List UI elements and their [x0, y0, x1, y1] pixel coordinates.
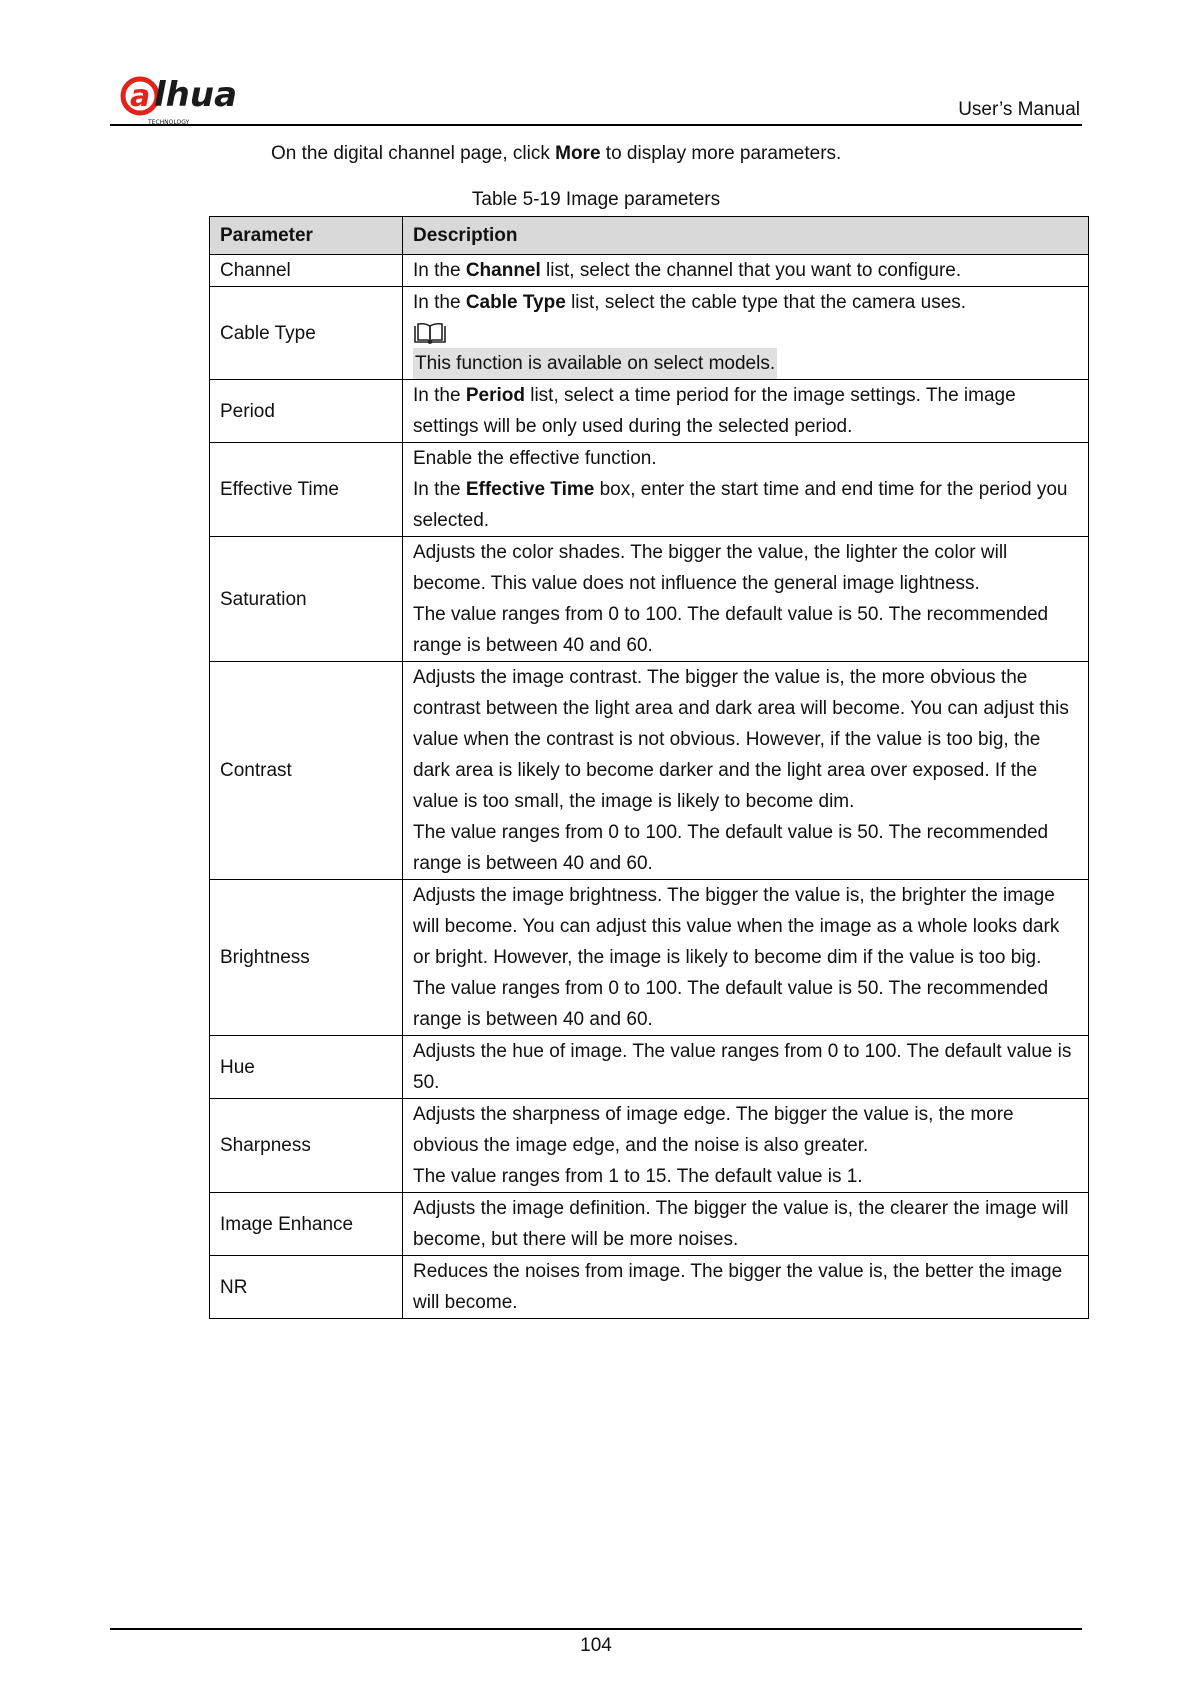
parameter-name: Brightness — [210, 880, 403, 1036]
table-header-row — [210, 217, 1089, 255]
parameter-description: Reduces the noises from image. The bigger the value is, the better the image will become. — [403, 1256, 1089, 1319]
page-number: 104 — [580, 1635, 612, 1656]
footer-divider — [110, 1628, 1082, 1630]
parameter-description: Adjusts the image definition. The bigger the value is, the clearer the image will become, but there will be more noises. — [403, 1193, 1089, 1256]
dahua-logo — [118, 70, 258, 130]
parameter-description: In the Period list, select a time period for the image settings. The image settings will be only used during the selected period. — [403, 380, 1089, 443]
parameter-name: Sharpness — [210, 1099, 403, 1193]
parameter-name: Period — [210, 380, 403, 443]
table-row — [210, 1193, 1089, 1256]
parameter-description: Adjusts the image brightness. The bigger the value is, the brighter the image will become. You can adjust this value when the image as a whole looks dark or bright. However, the image is likely to become dim if the value is too big. The value ranges from 0 to 100. The default value is 50. The recommended range is between 40 and 60. — [403, 880, 1089, 1036]
column-header-parameter: Parameter — [210, 217, 403, 255]
table-row — [210, 1099, 1089, 1193]
table-caption: Table 5-19 Image parameters — [471, 189, 721, 210]
book-note-icon — [413, 322, 447, 346]
table-row — [210, 537, 1089, 662]
table-row — [210, 1256, 1089, 1319]
parameter-name: Cable Type — [210, 287, 403, 380]
table-row — [210, 443, 1089, 537]
parameter-name: Saturation — [210, 537, 403, 662]
parameter-description: Enable the effective function. In the Effective Time box, enter the start time and end time for the period you selected. — [403, 443, 1089, 537]
parameter-name: NR — [210, 1256, 403, 1319]
header-divider — [110, 124, 1082, 126]
svg-text:a: a — [130, 79, 151, 114]
parameter-name: Contrast — [210, 662, 403, 880]
table-row — [210, 255, 1089, 287]
parameter-description: Adjusts the hue of image. The value ranges from 0 to 100. The default value is 50. — [403, 1036, 1089, 1099]
parameter-description: In the Channel list, select the channel that you want to configure. — [403, 255, 1089, 287]
parameter-description: Adjusts the color shades. The bigger the value, the lighter the color will become. This value does not influence the general image lightness. The value ranges from 0 to 100. The default value is 50. The recommended range is between 40 and 60. — [403, 537, 1089, 662]
column-header-description: Description — [403, 217, 1089, 255]
parameter-description: Adjusts the image contrast. The bigger the value is, the more obvious the contrast between the light area and dark area will become. You can adjust this value when the contrast is not obvious. However, if the value is too big, the dark area is likely to become darker and the light area over exposed. If the value is too small, the image is likely to become dim. The value ranges from 0 to 100. The default value is 50. The recommended range is between 40 and 60. — [403, 662, 1089, 880]
table-row — [210, 1036, 1089, 1099]
parameter-description: In the Cable Type list, select the cable type that the camera uses. This function is available on select models. — [403, 287, 1089, 380]
table-row — [210, 662, 1089, 880]
intro-paragraph: On the digital channel page, click More to display more parameters. — [271, 143, 842, 164]
svg-text:lhua: lhua — [154, 75, 238, 115]
parameter-name: Image Enhance — [210, 1193, 403, 1256]
parameter-name: Channel — [210, 255, 403, 287]
parameter-name: Hue — [210, 1036, 403, 1099]
manual-title: User’s Manual — [958, 99, 1080, 120]
table-row — [210, 380, 1089, 443]
table-row — [210, 880, 1089, 1036]
table-row — [210, 287, 1089, 380]
parameter-name: Effective Time — [210, 443, 403, 537]
note-text: This function is available on select models. — [413, 348, 777, 379]
parameter-description: Adjusts the sharpness of image edge. The bigger the value is, the more obvious the image edge, and the noise is also greater. The value ranges from 1 to 15. The default value is 1. — [403, 1099, 1089, 1193]
svg-text:TECHNOLOGY: TECHNOLOGY — [148, 119, 190, 126]
image-parameters-table — [209, 216, 1089, 1319]
